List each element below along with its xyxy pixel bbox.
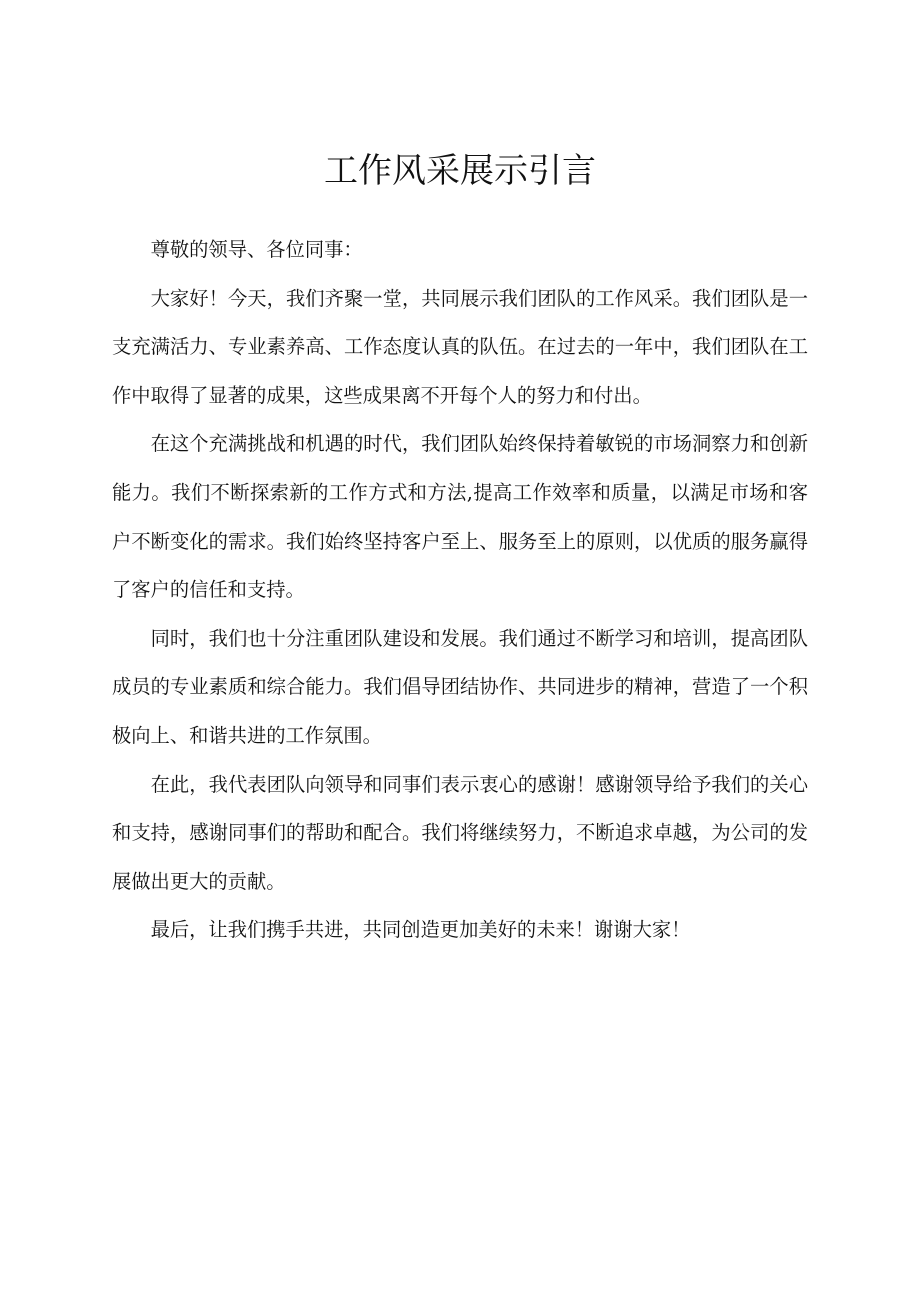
document-title: 工作风采展示引言 xyxy=(324,150,596,191)
closing-paragraph: 最后，让我们携手共进，共同创造更加美好的未来！谢谢大家！ xyxy=(150,918,691,942)
greeting-paragraph: 大家好！今天，我们齐聚一堂，共同展示我们团队的工作风采。我们团队是一支充满活力、专业素养高、工作态度认真的队伍。在过去的一年中，我们团队在工作中取得了显著的成果，这些成果离不开每个人的努力和付出。 xyxy=(112,286,808,407)
document-body xyxy=(112,226,808,955)
salutation-paragraph: 尊敬的领导、各位同事： xyxy=(150,238,363,261)
thanks-paragraph: 在此，我代表团队向领导和同事们表示衷心的感谢！感谢领导给予我们的关心和支持，感谢同事们的帮助和配合。我们将继续努力，不断追求卓越，为公司的发展做出更大的贡献。 xyxy=(112,772,808,893)
innovation-paragraph: 在这个充满挑战和机遇的时代，我们团队始终保持着敏锐的市场洞察力和创新能力。我们不断探索新的工作方式和方法,提高工作效率和质量，以满足市场和客户不断变化的需求。我们始终坚持客户至上、服务至上的原则，以优质的服务赢得了客户的信任和支持。 xyxy=(112,432,808,602)
team-building-paragraph: 同时，我们也十分注重团队建设和发展。我们通过不断学习和培训，提高团队成员的专业素质和综合能力。我们倡导团结协作、共同进步的精神，营造了一个积极向上、和谐共进的工作氛围。 xyxy=(112,626,808,747)
